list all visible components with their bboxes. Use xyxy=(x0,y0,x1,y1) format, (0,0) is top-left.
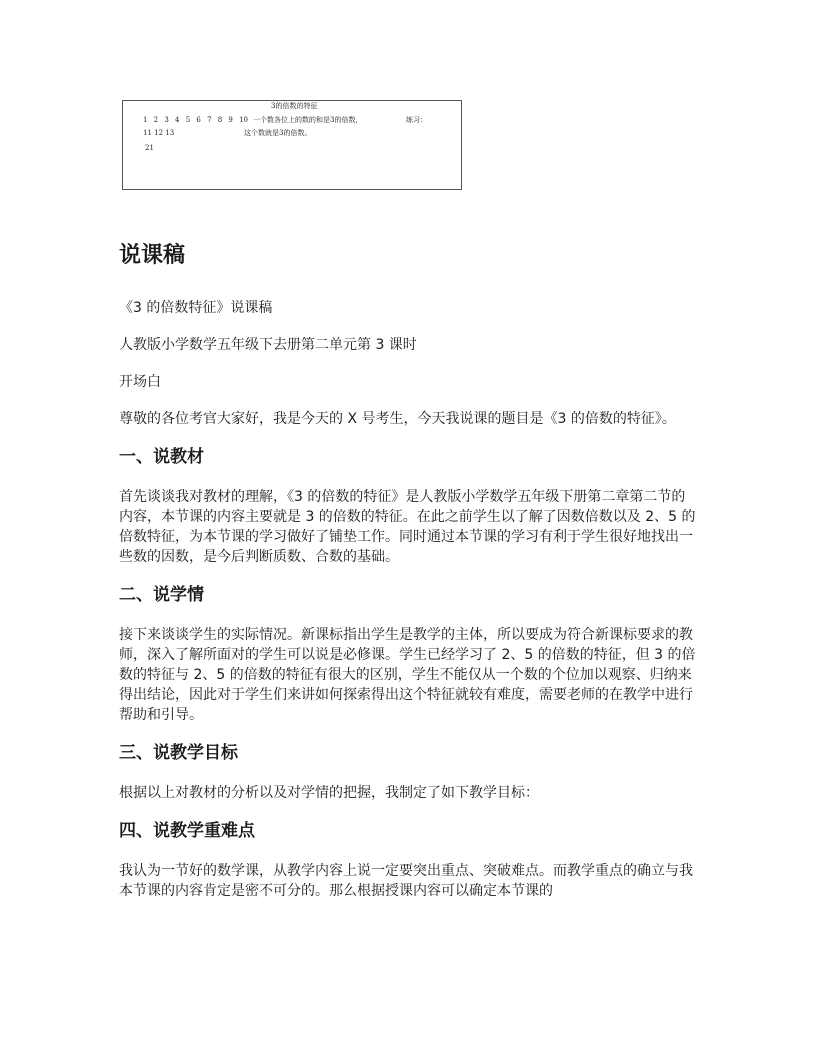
board-rule-line-1: 一个数各位上的数的和是3的倍数， xyxy=(253,116,363,124)
document-body xyxy=(119,236,699,915)
opening-text: 尊敬的各位考官大家好，我是今天的 X 号考生，今天我说课的题目是《3 的倍数的特征》。 xyxy=(119,411,676,427)
opening-label: 开场白 xyxy=(119,374,161,390)
board-title: 3的倍数的特征 xyxy=(271,102,318,110)
board-rule-line-2: 这个数就是3的倍数。 xyxy=(244,129,312,137)
section-body-key-points: 我认为一节好的数学课，从教学内容上说一定要突出重点、突破难点。而教学重点的确立与我本节课的内容肯定是密不可分的。那么根据授课内容可以确定本节课的 xyxy=(119,863,693,899)
board-numbers-row-1: 1 2 3 4 5 6 7 8 9 10 xyxy=(143,116,249,124)
section-body-students: 接下来谈谈学生的实际情况。新课标指出学生是教学的主体，所以要成为符合新课标要求的教师，深入了解所面对的学生可以说是必修课。学生已经学习了 2、5 的倍数的特征，但 3 的倍数的特征与 2、5 的倍数的特征有很大的区别，学生不能仅从一个数的个位加以观察、归纳来得出结论，因此对于学生们来讲如何探索得出这个特征就较有难度，需要老师的在教学中进行帮助和引导。 xyxy=(119,627,696,723)
course-info: 人教版小学数学五年级下去册第二单元第 3 课时 xyxy=(119,337,417,353)
section-heading-objectives: 三、说教学目标 xyxy=(119,743,238,763)
section-heading-textbook: 一、说教材 xyxy=(119,447,204,467)
board-numbers-row-2: 11 12 13 xyxy=(143,129,175,137)
section-body-textbook: 首先谈谈我对教材的理解，《3 的倍数的特征》是人教版小学数学五年级下册第二章第二节的内容，本节课的内容主要就是 3 的倍数的特征。在此之前学生以了解了因数倍数以及 2、5 的倍数特征，为本节课的学习做好了铺垫工作。同时通过本节课的学习有利于学生很好地找出一些数的因数，是今后判断质数、合数的基础。 xyxy=(119,489,696,565)
section-heading-key-points: 四、说教学重难点 xyxy=(119,821,255,841)
lesson-title: 《3 的倍数特征》说课稿 xyxy=(119,300,273,316)
board-numbers-row-3: 21 xyxy=(145,144,154,152)
board-practice-label: 练习： xyxy=(406,116,427,124)
page-title: 说课稿 xyxy=(119,243,186,268)
section-heading-students: 二、说学情 xyxy=(119,585,204,605)
blackboard-design-figure xyxy=(122,100,462,190)
section-body-objectives: 根据以上对教材的分析以及对学情的把握，我制定了如下教学目标： xyxy=(119,785,539,801)
